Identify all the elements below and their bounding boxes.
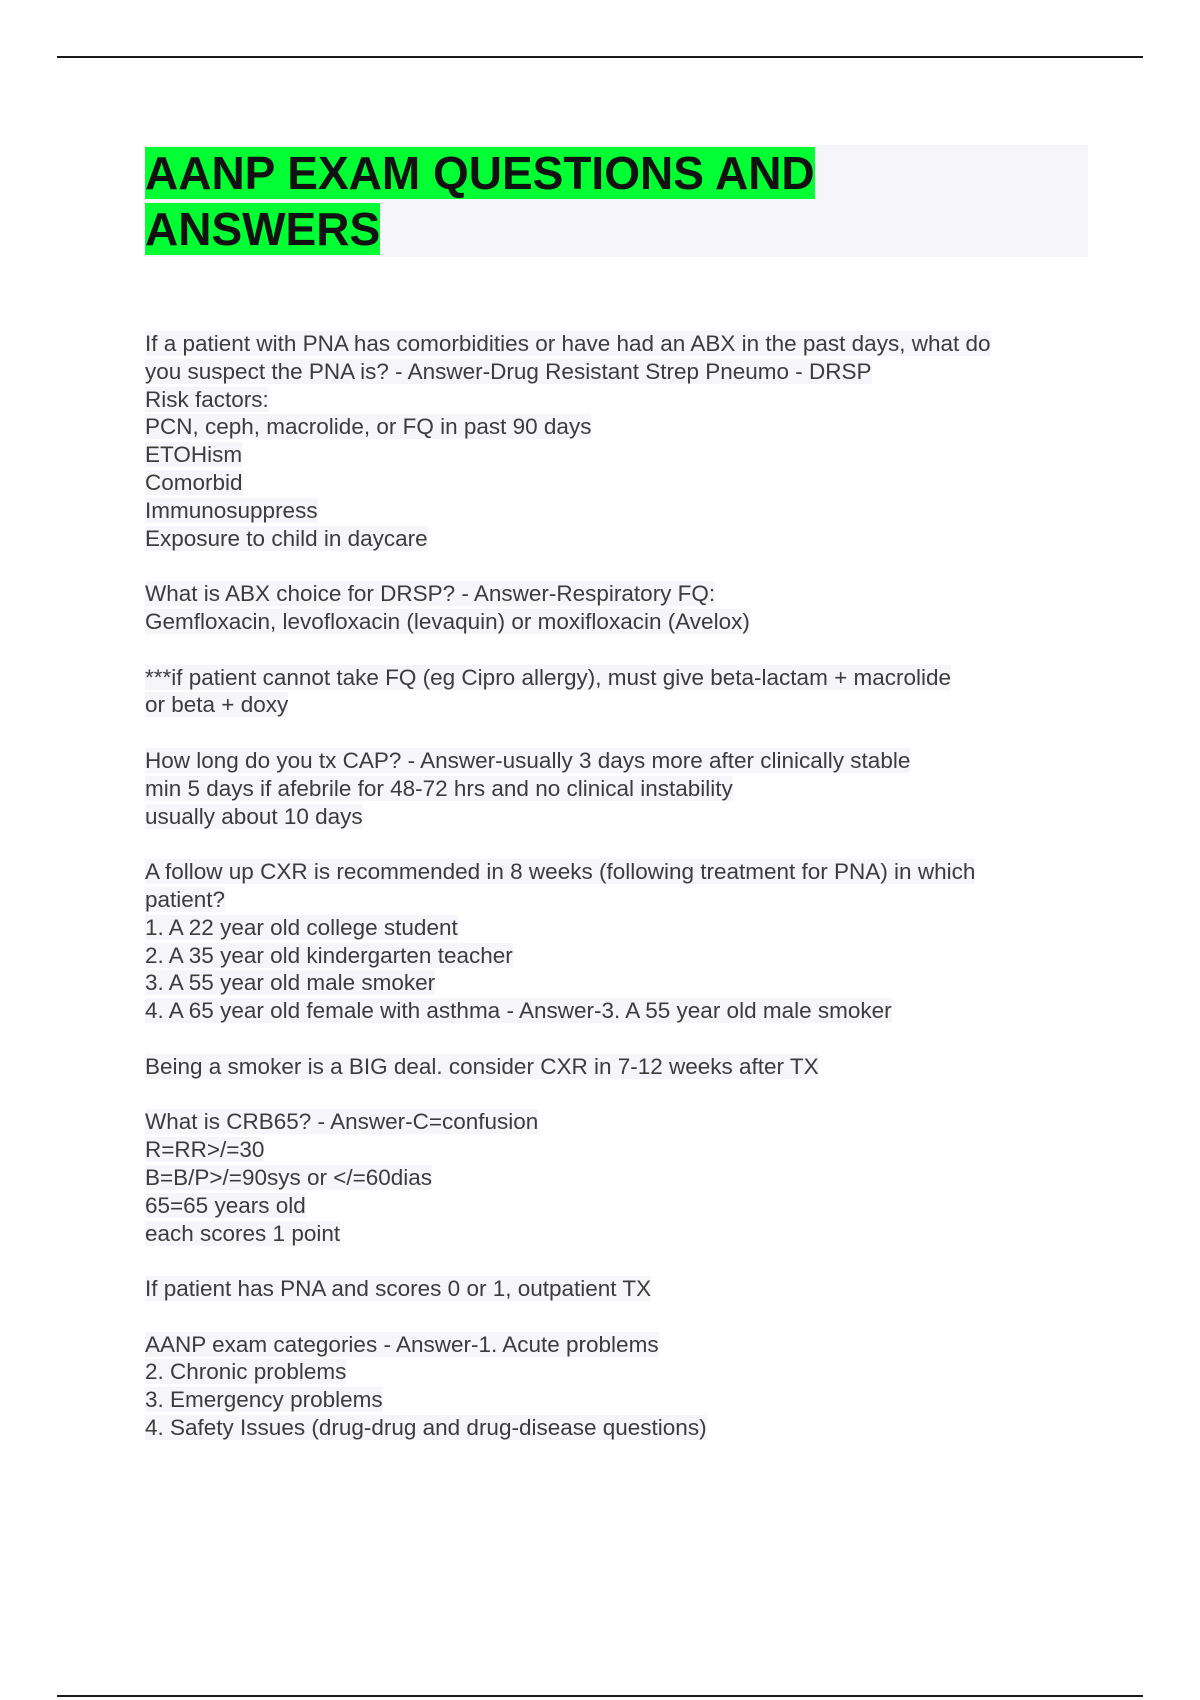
text-line: [145, 1136, 1105, 1164]
text-line: [145, 1386, 1105, 1414]
qa-block: [145, 330, 1105, 552]
document-body: [145, 330, 1105, 1470]
text-line: [145, 664, 1105, 692]
title-line-2: ANSWERS: [145, 203, 381, 255]
text-line-content: usually about 10 days: [145, 803, 363, 829]
qa-block: [145, 580, 1105, 636]
text-line-content: Immunosuppress: [145, 497, 318, 523]
text-line-content: 2. Chronic problems: [145, 1359, 347, 1385]
text-line: [145, 858, 1105, 886]
text-line-content: you suspect the PNA is? - Answer-Drug Resistant Strep Pneumo - DRSP: [145, 358, 872, 384]
text-line-content: A follow up CXR is recommended in 8 weeks (following treatment for PNA) in which: [145, 859, 976, 885]
text-line: [145, 997, 1105, 1025]
text-line: [145, 330, 1105, 358]
qa-block: [145, 1053, 1105, 1081]
text-line-content: ETOHism: [145, 442, 243, 468]
text-line: [145, 525, 1105, 553]
qa-block: [145, 1108, 1105, 1247]
text-line-content: If a patient with PNA has comorbidities or have had an ABX in the past days, what do: [145, 331, 991, 356]
title-line-1: AANP EXAM QUESTIONS AND: [145, 147, 815, 199]
text-line-content: If patient has PNA and scores 0 or 1, outpatient TX: [145, 1276, 652, 1302]
header-rule: [57, 56, 1143, 58]
text-line-content: each scores 1 point: [145, 1220, 341, 1246]
text-line-content: ***if patient cannot take FQ (eg Cipro allergy), must give beta-lactam + macrolide: [145, 664, 951, 690]
text-line-content: 65=65 years old: [145, 1192, 306, 1218]
text-line-content: PCN, ceph, macrolide, or FQ in past 90 days: [145, 414, 592, 440]
text-line: [145, 914, 1105, 942]
qa-block: [145, 858, 1105, 1025]
text-line-content: Comorbid: [145, 469, 243, 495]
text-line-content: patient?: [145, 886, 226, 912]
text-line-content: 2. A 35 year old kindergarten teacher: [145, 942, 513, 968]
text-line-content: What is CRB65? - Answer-C=confusion: [145, 1109, 539, 1135]
footer-rule: [57, 1695, 1143, 1697]
text-line-content: Gemfloxacin, levofloxacin (levaquin) or moxifloxacin (Avelox): [145, 608, 750, 634]
text-line-content: min 5 days if afebrile for 48-72 hrs and no clinical instability: [145, 775, 733, 801]
title-block: [145, 145, 1088, 257]
text-line: [145, 497, 1105, 525]
text-line-content: 3. A 55 year old male smoker: [145, 970, 436, 996]
text-line-content: 1. A 22 year old college student: [145, 914, 458, 940]
text-line: [145, 441, 1105, 469]
text-line-content: B=B/P>/=90sys or </=60dias: [145, 1164, 433, 1190]
text-line: [145, 580, 1105, 608]
text-line: [145, 469, 1105, 497]
text-line: [145, 1164, 1105, 1192]
text-line: [145, 608, 1105, 636]
qa-block: [145, 1275, 1105, 1303]
text-line: [145, 413, 1105, 441]
text-line-content: What is ABX choice for DRSP? - Answer-Respiratory FQ:: [145, 581, 716, 607]
document-title: [145, 145, 1088, 257]
text-line: [145, 358, 1105, 386]
text-line: [145, 969, 1105, 997]
text-line-content: Exposure to child in daycare: [145, 525, 428, 551]
text-line: [145, 775, 1105, 803]
text-line: [145, 886, 1105, 914]
text-line: [145, 1220, 1105, 1248]
text-line: [145, 1358, 1105, 1386]
text-line-content: or beta + doxy: [145, 692, 289, 718]
text-line-content: How long do you tx CAP? - Answer-usually 3 days more after clinically stable: [145, 747, 911, 773]
text-line: [145, 747, 1105, 775]
text-line: [145, 1108, 1105, 1136]
text-line-content: 3. Emergency problems: [145, 1387, 383, 1413]
text-line: [145, 1331, 1105, 1359]
text-line: [145, 1414, 1105, 1442]
text-line: [145, 386, 1105, 414]
text-line-content: Being a smoker is a BIG deal. consider CXR in 7-12 weeks after TX: [145, 1053, 819, 1079]
text-line: [145, 691, 1105, 719]
qa-block: [145, 664, 1105, 720]
text-line: [145, 942, 1105, 970]
text-line: [145, 1192, 1105, 1220]
text-line-content: Risk factors:: [145, 386, 269, 412]
text-line-content: 4. Safety Issues (drug-drug and drug-disease questions): [145, 1415, 707, 1441]
qa-block: [145, 1331, 1105, 1442]
text-line: [145, 1275, 1105, 1303]
qa-block: [145, 747, 1105, 830]
text-line-content: R=RR>/=30: [145, 1137, 265, 1163]
text-line-content: 4. A 65 year old female with asthma - Answer-3. A 55 year old male smoker: [145, 998, 892, 1024]
text-line-content: AANP exam categories - Answer-1. Acute problems: [145, 1331, 659, 1357]
text-line: [145, 1053, 1105, 1081]
text-line: [145, 803, 1105, 831]
